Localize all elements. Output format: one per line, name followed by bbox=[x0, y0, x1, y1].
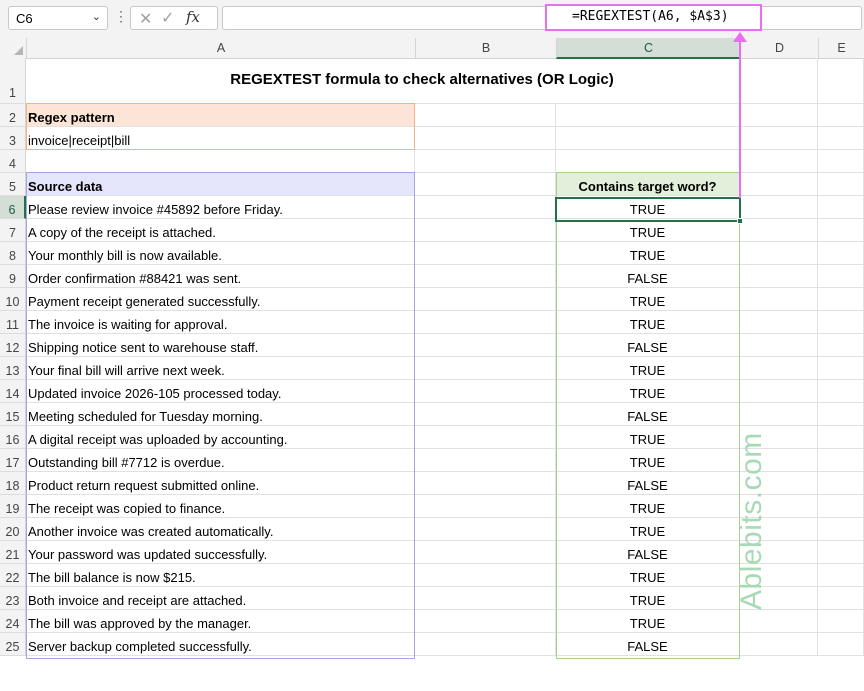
cell-a6[interactable]: Please review invoice #45892 before Friday. bbox=[26, 196, 415, 219]
row-header[interactable]: 3 bbox=[0, 127, 26, 150]
cell-a3[interactable]: invoice|receipt|bill bbox=[26, 127, 415, 150]
cell-e4[interactable] bbox=[818, 150, 864, 173]
column-header-b[interactable]: B bbox=[415, 38, 556, 58]
cell-c9[interactable]: FALSE bbox=[556, 265, 740, 288]
cell-a18[interactable]: Product return request submitted online. bbox=[26, 472, 415, 495]
row-header[interactable]: 1 bbox=[0, 58, 26, 104]
cell-e2[interactable] bbox=[818, 104, 864, 127]
cell-e11[interactable] bbox=[818, 311, 864, 334]
cell-e1[interactable] bbox=[818, 58, 864, 104]
name-box-value: C6 bbox=[16, 11, 33, 26]
cell-b21[interactable] bbox=[415, 541, 556, 564]
cell-a24[interactable]: The bill was approved by the manager. bbox=[26, 610, 415, 633]
row-header[interactable]: 15 bbox=[0, 403, 26, 426]
table-row bbox=[0, 380, 864, 403]
watermark-logo: Ablebits.com bbox=[735, 432, 768, 610]
row-header[interactable]: 2 bbox=[0, 104, 26, 127]
table-row bbox=[0, 357, 864, 380]
cell-a16[interactable]: A digital receipt was uploaded by accounting. bbox=[26, 426, 415, 449]
row-header[interactable]: 24 bbox=[0, 610, 26, 633]
cell-c22[interactable]: TRUE bbox=[556, 564, 740, 587]
cell-e17[interactable] bbox=[818, 449, 864, 472]
cell-b19[interactable] bbox=[415, 495, 556, 518]
row-header[interactable]: 23 bbox=[0, 587, 26, 610]
select-all-button[interactable] bbox=[0, 38, 26, 58]
select-all-icon bbox=[14, 46, 23, 55]
chevron-down-icon[interactable]: ⌄ bbox=[91, 11, 101, 23]
row-header[interactable]: 20 bbox=[0, 518, 26, 541]
enter-icon[interactable]: ✓ bbox=[161, 10, 175, 27]
table-row bbox=[0, 633, 864, 656]
column-header-a[interactable]: A bbox=[26, 38, 415, 58]
cell-e6[interactable] bbox=[818, 196, 864, 219]
cell-e24[interactable] bbox=[818, 610, 864, 633]
cell-d12[interactable] bbox=[740, 334, 818, 357]
formula-input[interactable] bbox=[222, 6, 862, 30]
cell-d10[interactable] bbox=[740, 288, 818, 311]
row-header[interactable]: 22 bbox=[0, 564, 26, 587]
cell-d15[interactable] bbox=[740, 403, 818, 426]
cell-e14[interactable] bbox=[818, 380, 864, 403]
cell-e3[interactable] bbox=[818, 127, 864, 150]
cell-c24[interactable]: TRUE bbox=[556, 610, 740, 633]
cell-c8[interactable]: TRUE bbox=[556, 242, 740, 265]
cell-a14[interactable]: Updated invoice 2026-105 processed today. bbox=[26, 380, 415, 403]
cell-c5[interactable]: Contains target word? bbox=[556, 173, 740, 196]
cell-b4[interactable] bbox=[415, 150, 556, 173]
column-header-d[interactable]: D bbox=[740, 38, 818, 58]
cell-a21[interactable]: Your password was updated successfully. bbox=[26, 541, 415, 564]
cell-e21[interactable] bbox=[818, 541, 864, 564]
cell-d25[interactable] bbox=[740, 633, 818, 656]
cell-e20[interactable] bbox=[818, 518, 864, 541]
row-header[interactable]: 10 bbox=[0, 288, 26, 311]
cell-b8[interactable] bbox=[415, 242, 556, 265]
cell-a5[interactable]: Source data bbox=[26, 173, 415, 196]
cell-c14[interactable]: TRUE bbox=[556, 380, 740, 403]
table-row bbox=[0, 196, 864, 219]
row-header[interactable]: 7 bbox=[0, 219, 26, 242]
cell-e8[interactable] bbox=[818, 242, 864, 265]
cell-e13[interactable] bbox=[818, 357, 864, 380]
cell-c6[interactable]: TRUE bbox=[556, 196, 740, 219]
cell-c16[interactable]: TRUE bbox=[556, 426, 740, 449]
cell-a17[interactable]: Outstanding bill #7712 is overdue. bbox=[26, 449, 415, 472]
cell-b25[interactable] bbox=[415, 633, 556, 656]
table-row bbox=[0, 311, 864, 334]
cell-a15[interactable]: Meeting scheduled for Tuesday morning. bbox=[26, 403, 415, 426]
cell-d4[interactable] bbox=[740, 150, 818, 173]
table-row bbox=[0, 334, 864, 357]
cell-a20[interactable]: Another invoice was created automatically. bbox=[26, 518, 415, 541]
cell-a23[interactable]: Both invoice and receipt are attached. bbox=[26, 587, 415, 610]
cell-e5[interactable] bbox=[818, 173, 864, 196]
row-header[interactable]: 14 bbox=[0, 380, 26, 403]
formula-text[interactable]: =REGEXTEST(A6, $A$3) bbox=[572, 9, 729, 24]
formula-controls bbox=[130, 6, 218, 30]
cell-d3[interactable] bbox=[740, 127, 818, 150]
row-header[interactable]: 13 bbox=[0, 357, 26, 380]
column-header-c[interactable]: C bbox=[556, 38, 740, 59]
cell-c23[interactable]: TRUE bbox=[556, 587, 740, 610]
cell-d2[interactable] bbox=[740, 104, 818, 127]
table-row bbox=[0, 219, 864, 242]
cell-b6[interactable] bbox=[415, 196, 556, 219]
cell-b20[interactable] bbox=[415, 518, 556, 541]
cell-c17[interactable]: TRUE bbox=[556, 449, 740, 472]
cell-b3[interactable] bbox=[415, 127, 556, 150]
cell-c12[interactable]: FALSE bbox=[556, 334, 740, 357]
row-header[interactable]: 25 bbox=[0, 633, 26, 656]
row-header[interactable]: 5 bbox=[0, 173, 26, 196]
cell-b10[interactable] bbox=[415, 288, 556, 311]
arrow-head-icon bbox=[733, 32, 747, 42]
cell-a7[interactable]: A copy of the receipt is attached. bbox=[26, 219, 415, 242]
cell-b23[interactable] bbox=[415, 587, 556, 610]
cell-e15[interactable] bbox=[818, 403, 864, 426]
cell-e19[interactable] bbox=[818, 495, 864, 518]
cell-c25[interactable]: FALSE bbox=[556, 633, 740, 656]
row-header[interactable]: 12 bbox=[0, 334, 26, 357]
table-row bbox=[0, 610, 864, 633]
cell-d6[interactable] bbox=[740, 196, 818, 219]
more-options-icon[interactable]: ⋮ bbox=[114, 8, 127, 24]
table-row bbox=[0, 403, 864, 426]
table-row bbox=[0, 104, 864, 127]
fill-handle[interactable] bbox=[737, 218, 743, 224]
cell-a25[interactable]: Server backup completed successfully. bbox=[26, 633, 415, 656]
cell-b18[interactable] bbox=[415, 472, 556, 495]
cell-b5[interactable] bbox=[415, 173, 556, 196]
cell-a10[interactable]: Payment receipt generated successfully. bbox=[26, 288, 415, 311]
cell-b11[interactable] bbox=[415, 311, 556, 334]
row-header[interactable]: 8 bbox=[0, 242, 26, 265]
cell-e12[interactable] bbox=[818, 334, 864, 357]
cell-c11[interactable]: TRUE bbox=[556, 311, 740, 334]
arrow-line bbox=[739, 38, 741, 198]
cell-c4[interactable] bbox=[556, 150, 740, 173]
column-header-e[interactable]: E bbox=[818, 38, 864, 58]
cancel-icon[interactable]: ✕ bbox=[139, 11, 153, 28]
row-header[interactable]: 18 bbox=[0, 472, 26, 495]
cell-b2[interactable] bbox=[415, 104, 556, 127]
cell-b24[interactable] bbox=[415, 610, 556, 633]
cell-c21[interactable]: FALSE bbox=[556, 541, 740, 564]
cell-a13[interactable]: Your final bill will arrive next week. bbox=[26, 357, 415, 380]
table-row bbox=[0, 288, 864, 311]
cell-e25[interactable] bbox=[818, 633, 864, 656]
cell-e23[interactable] bbox=[818, 587, 864, 610]
cell-a12[interactable]: Shipping notice sent to warehouse staff. bbox=[26, 334, 415, 357]
cell-d14[interactable] bbox=[740, 380, 818, 403]
cell-a22[interactable]: The bill balance is now $215. bbox=[26, 564, 415, 587]
cell-c19[interactable]: TRUE bbox=[556, 495, 740, 518]
cell-b12[interactable] bbox=[415, 334, 556, 357]
row-header[interactable]: 16 bbox=[0, 426, 26, 449]
row-header[interactable]: 11 bbox=[0, 311, 26, 334]
cell-a2[interactable]: Regex pattern bbox=[26, 104, 415, 127]
cell-d24[interactable] bbox=[740, 610, 818, 633]
cell-b14[interactable] bbox=[415, 380, 556, 403]
cell-e7[interactable] bbox=[818, 219, 864, 242]
cell-c10[interactable]: TRUE bbox=[556, 288, 740, 311]
table-row bbox=[0, 127, 864, 150]
row-header[interactable]: 17 bbox=[0, 449, 26, 472]
cell-b22[interactable] bbox=[415, 564, 556, 587]
table-row bbox=[0, 242, 864, 265]
cell-b15[interactable] bbox=[415, 403, 556, 426]
row-header[interactable]: 19 bbox=[0, 495, 26, 518]
cell-c7[interactable]: TRUE bbox=[556, 219, 740, 242]
cell-d13[interactable] bbox=[740, 357, 818, 380]
row-header[interactable]: 4 bbox=[0, 150, 26, 173]
cell-d8[interactable] bbox=[740, 242, 818, 265]
table-row bbox=[0, 265, 864, 288]
cell-b17[interactable] bbox=[415, 449, 556, 472]
cell-a9[interactable]: Order confirmation #88421 was sent. bbox=[26, 265, 415, 288]
cell-d9[interactable] bbox=[740, 265, 818, 288]
cell-d7[interactable] bbox=[740, 219, 818, 242]
row-header[interactable]: 6 bbox=[0, 196, 26, 219]
cell-c3[interactable] bbox=[556, 127, 740, 150]
cell-e18[interactable] bbox=[818, 472, 864, 495]
name-box[interactable] bbox=[8, 6, 108, 30]
cell-a4[interactable] bbox=[26, 150, 415, 173]
cell-b16[interactable] bbox=[415, 426, 556, 449]
cell-c2[interactable] bbox=[556, 104, 740, 127]
cell-b7[interactable] bbox=[415, 219, 556, 242]
cell-b9[interactable] bbox=[415, 265, 556, 288]
sheet-title: REGEXTEST formula to check alternatives (OR Logic) bbox=[230, 71, 614, 88]
cell-a19[interactable]: The receipt was copied to finance. bbox=[26, 495, 415, 518]
row-header[interactable]: 21 bbox=[0, 541, 26, 564]
function-icon[interactable]: fx bbox=[186, 8, 201, 26]
cell-c18[interactable]: FALSE bbox=[556, 472, 740, 495]
cell-e9[interactable] bbox=[818, 265, 864, 288]
cell-c13[interactable]: TRUE bbox=[556, 357, 740, 380]
cell-b13[interactable] bbox=[415, 357, 556, 380]
cell-a11[interactable]: The invoice is waiting for approval. bbox=[26, 311, 415, 334]
cell-d5[interactable] bbox=[740, 173, 818, 196]
cell-e10[interactable] bbox=[818, 288, 864, 311]
cell-e22[interactable] bbox=[818, 564, 864, 587]
table-row bbox=[0, 150, 864, 173]
cell-c20[interactable]: TRUE bbox=[556, 518, 740, 541]
cell-c15[interactable]: FALSE bbox=[556, 403, 740, 426]
cell-e16[interactable] bbox=[818, 426, 864, 449]
table-row bbox=[0, 173, 864, 196]
row-header[interactable]: 9 bbox=[0, 265, 26, 288]
cell-a8[interactable]: Your monthly bill is now available. bbox=[26, 242, 415, 265]
cell-d11[interactable] bbox=[740, 311, 818, 334]
